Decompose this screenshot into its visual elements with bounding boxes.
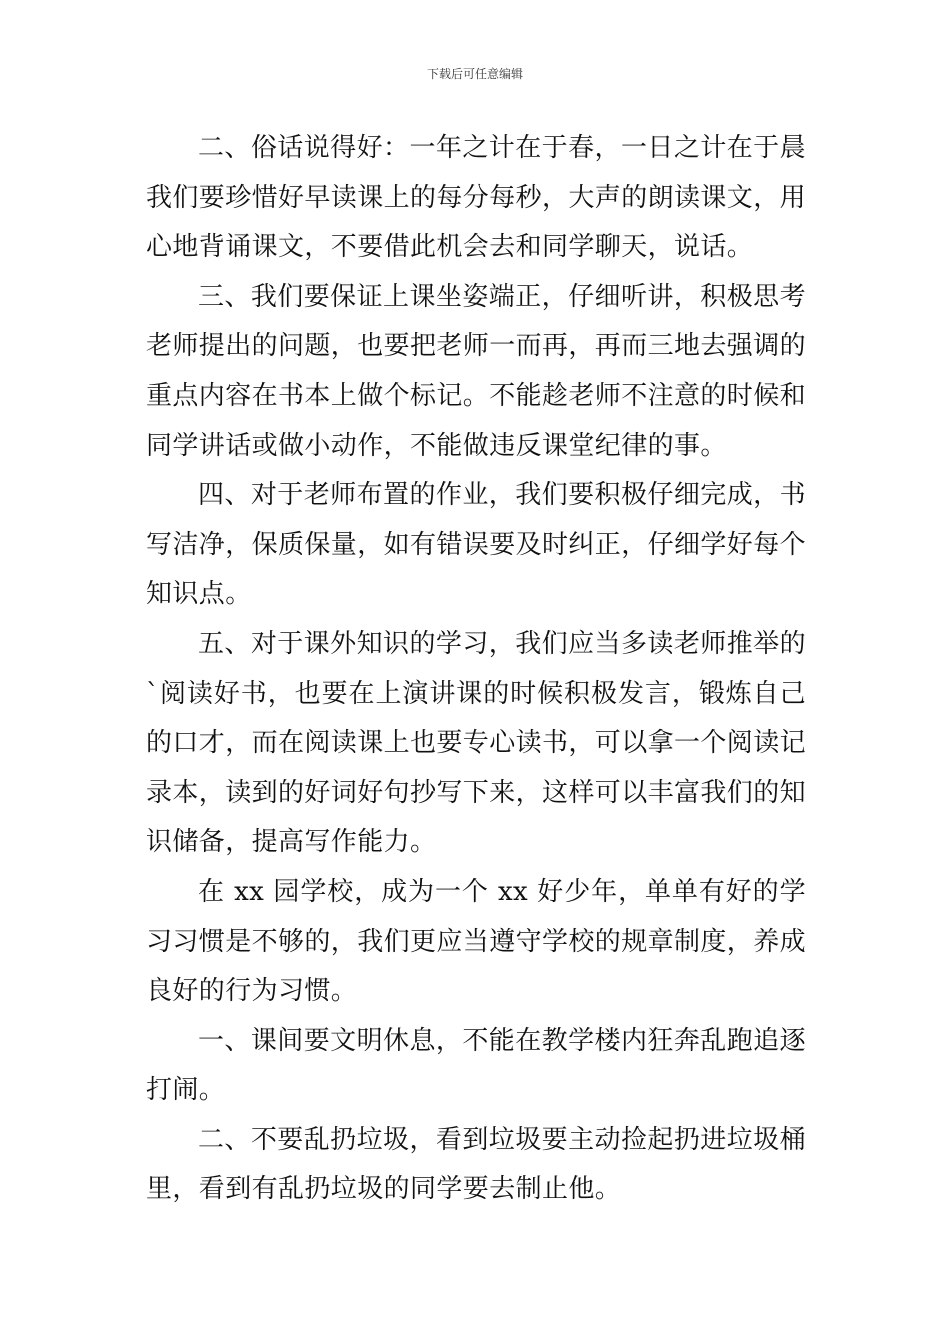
paragraph-break-time: 一、课间要文明休息，不能在教学楼内狂奔乱跑追逐打闹。 — [146, 1025, 806, 1106]
document-body — [146, 124, 806, 1215]
paragraph-class-posture: 三、我们要保证上课坐姿端正，仔细听讲，积极思考老师提出的问题，也要把老师一而再，再而三地去强调的重点内容在书本上做个标记。不能趁老师不注意的时候和同学讲话或做小动作，不能做违反课堂纪律的事。 — [146, 281, 807, 461]
paragraph-school-rules-intro: 在 xx 园学校，成为一个 xx 好少年，单单有好的学习习惯是不够的，我们更应当遵守学校的规章制度，养成良好的行为习惯。 — [146, 876, 807, 1007]
paragraph-eating-morning-reading: 二、俗话说得好：一年之计在于春，一日之计在于晨我们要珍惜好早读课上的每分每秒，大声的朗读课文，用心地背诵课文，不要借此机会去和同学聊天，说话。 — [146, 133, 807, 263]
paragraph-extracurricular-reading: 五、对于课外知识的学习，我们应当多读老师推举的`阅读好书，也要在上演讲课的时候积极发言，锻炼自己的口才，而在阅读课上也要专心读书，可以拿一个阅读记录本，读到的好词好句抄写下来，这样可以丰富我们的知识储备，提高写作能力。 — [146, 628, 807, 858]
paragraph-homework: 四、对于老师布置的作业，我们要积极仔细完成，书写洁净，保质保量，如有错误要及时纠正，仔细学好每个知识点。 — [146, 480, 807, 610]
page-header: 下载后可任意编辑 — [426, 67, 523, 81]
paragraph-litter: 二、不要乱扔垃圾，看到垃圾要主动捡起扔进垃圾桶里，看到有乱扔垃圾的同学要去制止他。 — [146, 1124, 806, 1205]
